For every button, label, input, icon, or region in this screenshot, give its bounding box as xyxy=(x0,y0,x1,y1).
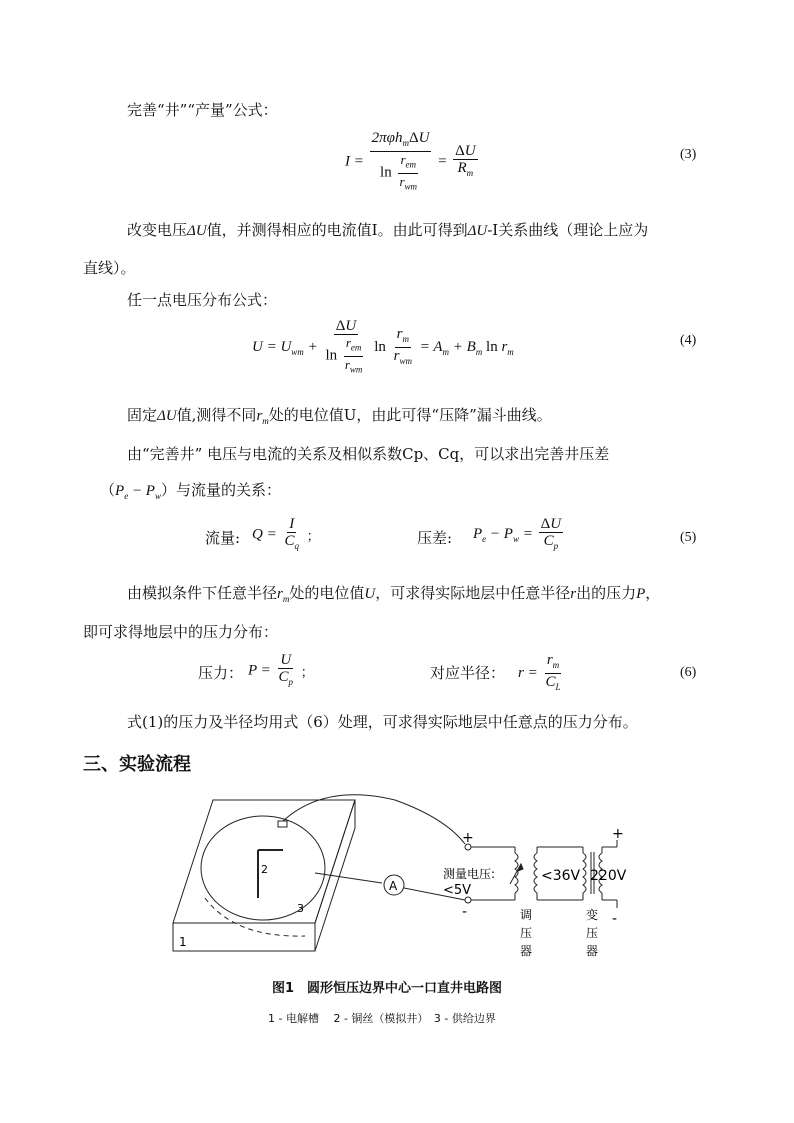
ammeter-label: A xyxy=(389,879,398,893)
plus-left: + xyxy=(462,830,474,846)
circuit-diagram xyxy=(165,778,655,968)
transformer-char-2: 压 xyxy=(586,926,599,940)
label-1: 1 xyxy=(179,935,187,949)
minus-left: - xyxy=(462,904,468,920)
transformer-char-1: 变 xyxy=(586,908,599,922)
paragraph-similarity-cont: $(P_e - P_w)$与流量的关系： xyxy=(100,481,282,501)
regulator-char-3: 器 xyxy=(520,944,533,958)
equation-number-3: (3) xyxy=(680,147,697,162)
plus-right: + xyxy=(612,826,624,842)
wire-boundary xyxy=(315,873,382,883)
equation-number-4: (4) xyxy=(680,333,697,348)
equation-5-pressure-label: 压差: xyxy=(417,529,453,547)
under-36v-label: <36V xyxy=(541,868,581,884)
boundary-hidden-edge xyxy=(205,898,305,936)
paragraph-voltage-change: 改变电压ΔU值，并测得相应的电流值I。由此可得到ΔU-I关系曲线（理论上应为 xyxy=(127,221,649,239)
paragraph-simulation-cont: 即可求得地层中的压力分布： xyxy=(83,623,279,641)
paragraph-intro: 完善“井”“产量”公式： xyxy=(127,101,278,119)
paragraph-fixed-voltage: 固定ΔU值,测得不同$r_m$处的电位值U，由此可得“压降”漏斗曲线。 xyxy=(127,406,552,426)
label-3: 3 xyxy=(297,902,304,915)
figure-legend: 1 - 电解槽 2 - 铜丝（模拟井） 3 - 供给边界 xyxy=(268,1012,496,1025)
electrode-clip xyxy=(278,821,287,827)
regulator-char-2: 压 xyxy=(520,926,533,940)
figure-caption: 图1 圆形恒压边界中心一口直井电路图 xyxy=(272,981,503,996)
equation-4: $U = U_{wm}$ + ΔU ln $\frac{r_{em}}{r_{wm}}$ ln $\frac{r_m}{r_{wm}}$ = $A_m + B_m$ $\ln r_m$ xyxy=(252,318,514,375)
paragraph-simulation: 由模拟条件下任意半径$r_m$处的电位值U，可求得实际地层中任意半径r出的压力P， xyxy=(127,584,661,604)
wire-top xyxy=(283,795,465,844)
measure-voltage-label: 测量电压: xyxy=(443,867,496,881)
transformer-char-3: 器 xyxy=(586,944,599,958)
tank-top-face xyxy=(173,800,355,923)
equation-3: I = 2πφh$_m$ΔU ln $\frac{r_{em}}{r_{wm}}$ = $\frac{\Delta U}{R_m}$ xyxy=(345,130,476,192)
equation-5-flow: Q = $\frac{I}{C_q}$ ； xyxy=(252,516,320,551)
equation-6-pressure-label: 压力： xyxy=(198,664,244,682)
under-5v-label: <5V xyxy=(443,883,472,898)
equation-5-flow-label: 流量: xyxy=(205,529,241,547)
paragraph-conclusion: 式(1)的压力及半径均用式（6）处理，可求得实际地层中任意点的压力分布。 xyxy=(127,713,638,731)
equation-6-radius: r = $\frac{r_m}{C_L}$ xyxy=(518,652,561,692)
paragraph-voltage-distribution: 任一点电压分布公式： xyxy=(127,291,278,309)
section-heading: 三、实验流程 xyxy=(83,754,191,775)
equation-6-radius-label: 对应半径： xyxy=(430,664,506,682)
220v-label: 220V xyxy=(590,868,627,884)
paragraph-voltage-change-cont: 直线）。 xyxy=(83,259,136,277)
label-2: 2 xyxy=(261,863,268,876)
regulator-char-1: 调 xyxy=(520,908,533,922)
paragraph-similarity: 由“完善井” 电压与电流的关系及相似系数Cp、Cq，可以求出完善井压差 xyxy=(127,445,610,463)
equation-6-pressure: P = $\frac{U}{C_p}$ ； xyxy=(248,652,314,687)
equation-number-5: (5) xyxy=(680,530,697,545)
equation-number-6: (6) xyxy=(680,665,697,680)
minus-right: - xyxy=(612,911,618,927)
equation-5-pressure: $P_e - P_w$ = $\frac{\Delta U}{C_p}$ xyxy=(473,516,562,551)
